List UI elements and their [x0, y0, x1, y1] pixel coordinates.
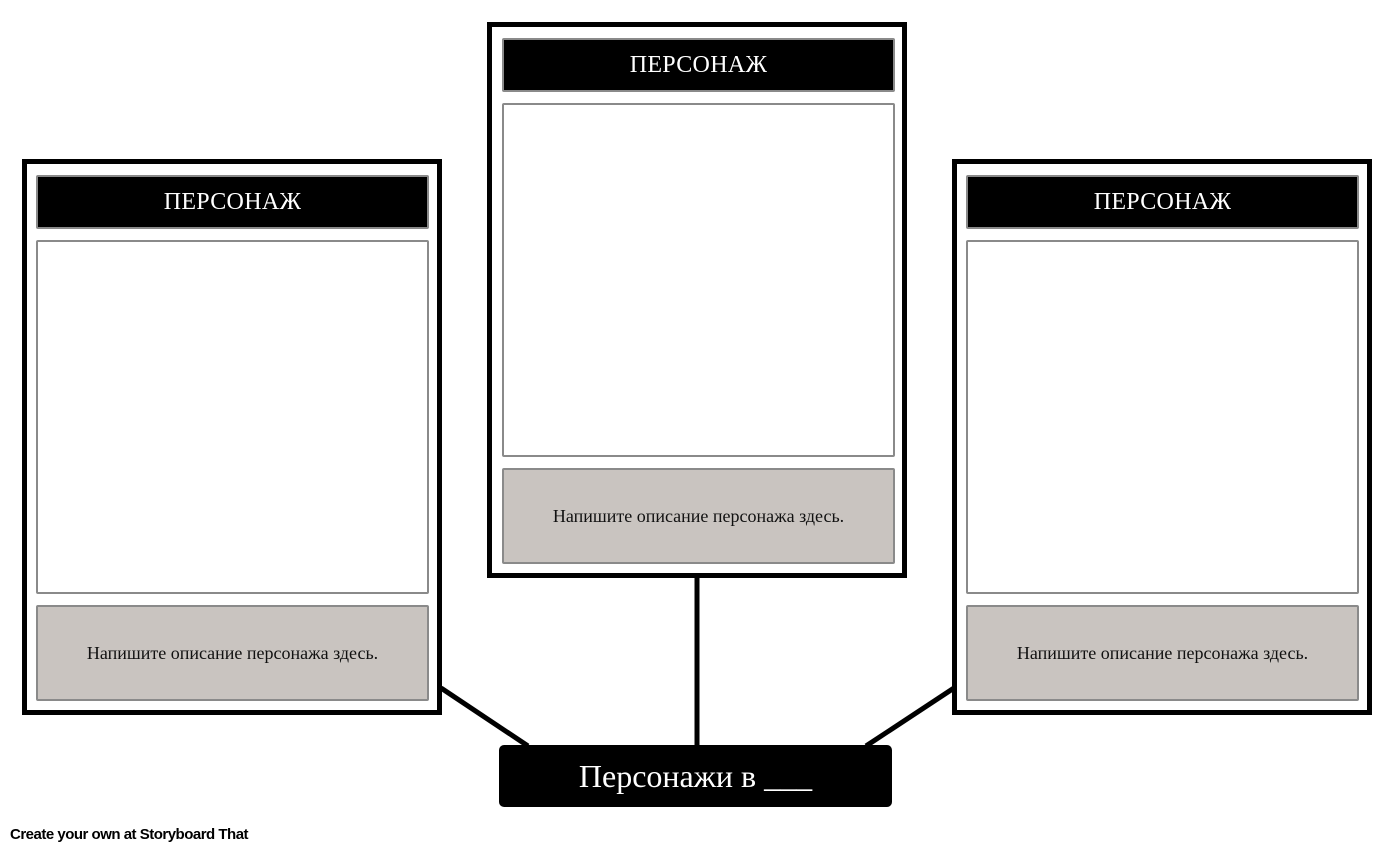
footer-credit[interactable]: Create your own at Storyboard That — [10, 826, 249, 843]
character-description-box[interactable] — [36, 605, 429, 701]
character-description-box[interactable] — [966, 605, 1359, 701]
diagram-title-box[interactable] — [499, 745, 892, 807]
character-image-area[interactable] — [966, 240, 1359, 594]
card-header-label: ПЕРСОНАЖ — [1093, 188, 1232, 215]
character-description-text: Напишите описание персонажа здесь. — [552, 505, 845, 526]
card-header-label: ПЕРСОНАЖ — [629, 51, 768, 78]
character-card-right — [952, 159, 1372, 715]
character-image-area[interactable] — [36, 240, 429, 594]
card-header[interactable] — [502, 38, 895, 92]
card-header[interactable] — [36, 175, 429, 229]
character-description-box[interactable] — [502, 468, 895, 564]
card-header-label: ПЕРСОНАЖ — [163, 188, 302, 215]
character-card-center — [487, 22, 907, 578]
character-description-text: Напишите описание персонажа здесь. — [86, 642, 379, 663]
character-description-text: Напишите описание персонажа здесь. — [1016, 642, 1309, 663]
character-image-area[interactable] — [502, 103, 895, 457]
connector-left — [441, 688, 528, 746]
connector-right — [866, 688, 954, 746]
card-header[interactable] — [966, 175, 1359, 229]
diagram-title: Персонажи в ___ — [578, 757, 813, 794]
character-card-left — [22, 159, 442, 715]
